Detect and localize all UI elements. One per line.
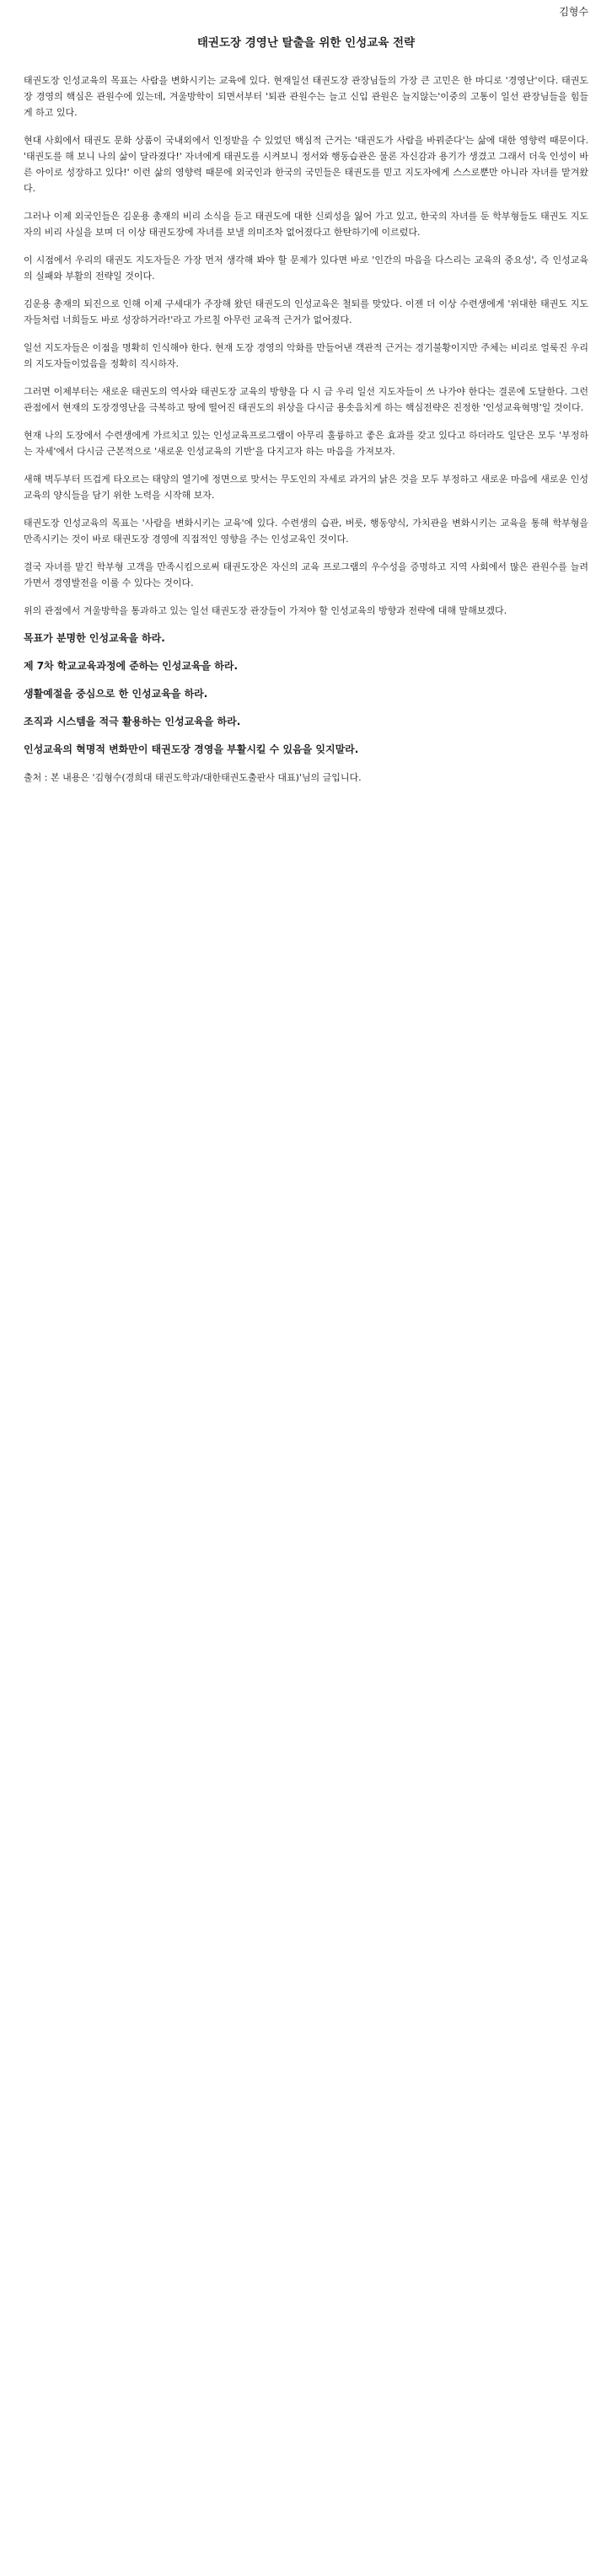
section-heading: 조직과 시스템을 적극 활용하는 인성교육을 하라. — [24, 716, 241, 727]
paragraph: 새해 벽두부터 뜨겁게 타오르는 태양의 열기에 정면으로 맞서는 무도인의 자세로 과거의 낡은 것을 모두 부정하고 새로운 마음에 새로운 인성교육의 양식들을 담기 위한 노력을 시작해 보자. — [24, 474, 588, 501]
paragraph: 현대 사회에서 태권도 문화 상품이 국내외에서 인정받을 수 있었던 핵심적 근거는 '태권도가 사람을 바꿔준다'는 삶에 대한 영향력 때문이다. '태권도를 해 보니 나의 삶이 달라졌다!' 자녀에게 태권도를 시켜보니 정서와 행동습관은 물론 자신감과 용기가 생겼고 그래서 더욱 인성이 바른 아이로 성장하고 있다!' 이런 삶의 영향력 때문에 외국인과 한국의 국민들은 태권도를 믿고 지도자에게 스스로뿐만 아니라 자녀를 맡겨왔다. — [24, 135, 588, 194]
section-heading: 목표가 분명한 인성교육을 하라. — [24, 632, 165, 644]
section-heading: 인성교육의 혁명적 변화만이 태권도장 경영을 부활시킬 수 있음을 잊지말라. — [24, 743, 359, 755]
paragraph: 위의 관점에서 겨울방학을 통과하고 있는 일선 태권도장 관장들이 가져야 할 인성교육의 방향과 전략에 대해 말해보겠다. — [24, 605, 507, 616]
paragraph: 현재 나의 도장에서 수련생에게 가르치고 있는 인성교육프로그램이 아무리 훌륭하고 좋은 효과를 갖고 있다고 하더라도 일단은 모두 '부정하는 자세'에서 다시금 근본적으로 '새로운 인성교육의 기반'을 다지고자 하는 마음을 가져보자. — [24, 430, 588, 457]
paragraph: 결국 자녀를 맡긴 학부형 고객을 만족시킴으로써 태권도장은 자신의 교육 프로그램의 우수성을 증명하고 지역 사회에서 많은 관원수를 늘려가면서 경영발전을 이룰 수 있다는 것이다. — [24, 561, 588, 588]
paragraph: 그러나 이제 외국인들은 김운용 총재의 비리 소식을 듣고 태권도에 대한 신뢰성을 잃어 가고 있고, 한국의 자녀를 둔 학부형들도 태권도 지도자의 비리 사실을 보며 더 이상 태권도장에 자녀를 보낼 의미조차 없어졌다고 한탄하기에 이르렀다. — [24, 211, 588, 238]
document-title: 태권도장 경영난 탈출을 위한 인성교육 전략 — [196, 36, 416, 50]
paragraph: 태권도장 인성교육의 목표는 사람을 변화시키는 교육에 있다. 현재일선 태권도장 관장님들의 가장 큰 고민은 한 마디로 '경영난'이다. 태권도장 경영의 핵심은 관원수에 있는데, 겨울방학이 되면서부터 '퇴관 관원수는 늘고 신입 관원은 늘지않는'이중의 고통이 일선 관장님들을 힘들게 하고 있다. — [24, 75, 588, 118]
section-heading: 생활예절을 중심으로 한 인성교육을 하라. — [24, 688, 208, 700]
paragraph: 이 시점에서 우리의 태권도 지도자들은 가장 먼저 생각해 봐야 할 문제가 있다면 바로 '인간의 마음을 다스리는 교육의 중요성', 즉 인성교육의 실패와 부활의 전략일 것이다. — [24, 255, 588, 282]
paragraph: 일선 지도자들은 이점을 명확히 인식해야 한다. 현재 도장 경영의 악화를 만들어낸 객관적 근거는 경기불황이지만 주체는 비리로 얼룩진 우리의 지도자들이었음을 정확히 직시하자. — [24, 342, 588, 369]
source-citation: 출처 : 본 내용은 '김형수(경희대 태권도학과/대한태권도출판사 대표)'님의 글입니다. — [24, 772, 362, 783]
paragraph: 그러면 이제부터는 새로운 태권도의 역사와 태권도장 교육의 방향을 다 시 금 우리 일선 지도자들이 쓰 나가야 한다는 결론에 도달한다. 그런 관점에서 현재의 도장경영난을 극복하고 땅에 떨어진 태권도의 위상을 다시금 용솟음치게 하는 핵심전략은 진정한 '인성교육혁명'일 것이다. — [24, 386, 588, 413]
article-body — [24, 72, 588, 786]
section-heading: 제 7차 학교교육과정에 준하는 인성교육을 하라. — [24, 660, 239, 672]
paragraph: 김운용 총재의 퇴진으로 인해 이제 구세대가 주장해 왔던 태권도의 인성교육은 철퇴를 맞았다. 이젠 더 이상 수련생에게 '위대한 태권도 지도자들처럼 너희들도 바로 성장하거라!'라고 가르칠 아무런 교육적 근거가 없어졌다. — [24, 298, 588, 325]
author-name: 김형수 — [559, 6, 588, 18]
paragraph: 태권도장 인성교육의 목표는 '사람을 변화시키는 교육'에 있다. 수련생의 습관, 버릇, 행동양식, 가치관을 변화시키는 교육을 통해 학부형을 만족시키는 것이 바로 태권도장 경영에 직접적인 영향을 주는 인성교육인 것이다. — [24, 518, 588, 545]
